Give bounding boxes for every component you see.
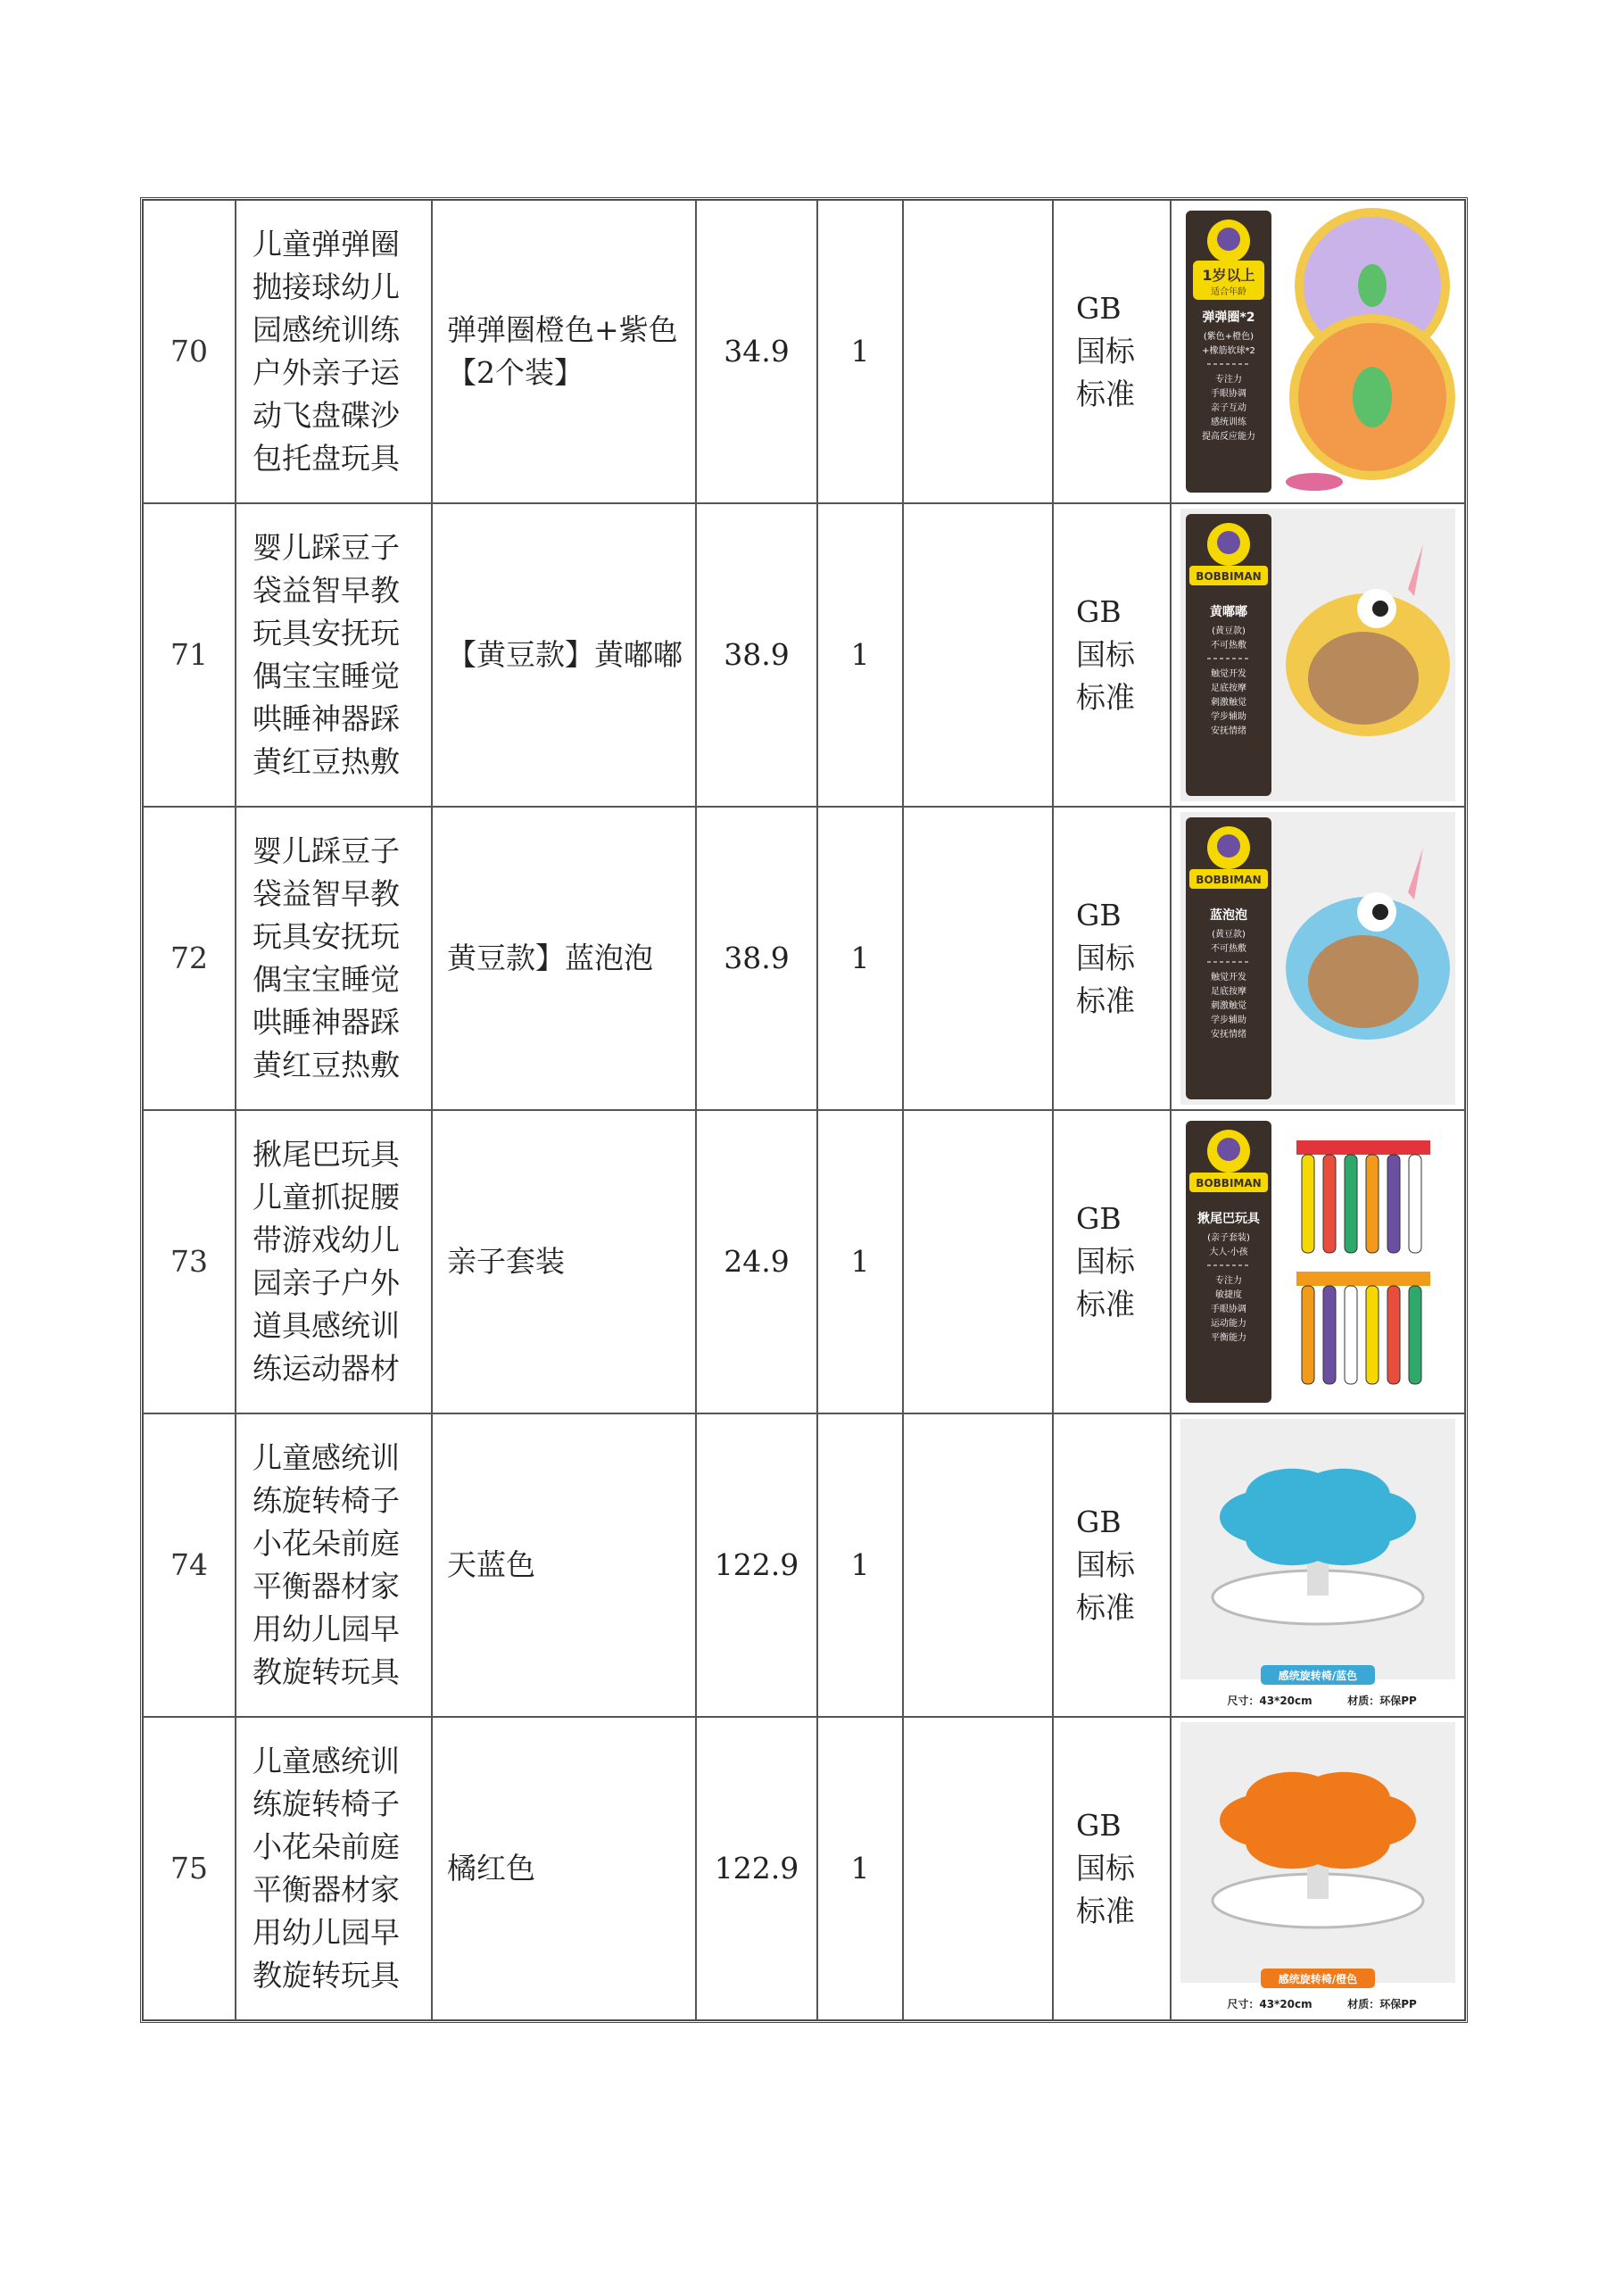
chair-banner-text: 感统旋转椅/蓝色 xyxy=(1278,1670,1358,1682)
product-thumbnail xyxy=(1180,1115,1455,1408)
label-feature-line: 安抚情绪 xyxy=(1211,726,1246,736)
product-quantity: 1 xyxy=(817,503,903,807)
product-price: 38.9 xyxy=(696,503,817,807)
row-number: 70 xyxy=(143,200,236,503)
tail-strip xyxy=(1345,1286,1357,1384)
table-row xyxy=(143,1717,1465,2020)
product-quantity: 1 xyxy=(817,1717,903,2020)
mascot-face-icon xyxy=(1217,228,1240,251)
mascot-face-icon xyxy=(1217,834,1240,858)
brand-text: BOBBIMAN xyxy=(1196,874,1262,886)
product-image xyxy=(1171,1717,1465,2020)
product-price: 122.9 xyxy=(696,1717,817,2020)
label-title: 揪尾巴玩具 xyxy=(1197,1212,1260,1226)
brand-text: BOBBIMAN xyxy=(1196,570,1262,583)
product-standard: GB国标标准 xyxy=(1076,291,1135,411)
product-standard: GB国标标准 xyxy=(1076,1201,1135,1322)
label-feature-line: 触觉开发 xyxy=(1211,973,1246,982)
product-name: 揪尾巴玩具儿童抓捉腰带游戏幼儿园亲子户外道具感统训练运动器材 xyxy=(253,1137,400,1386)
label-feature-line: 学步辅助 xyxy=(1211,712,1246,722)
row-number: 74 xyxy=(143,1413,236,1717)
bean-bags xyxy=(1286,473,1343,491)
empty-cell xyxy=(903,807,1053,1110)
empty-cell xyxy=(903,503,1053,807)
product-standard: GB国标标准 xyxy=(1076,898,1135,1018)
label-subtitle-2: +橡筋软球*2 xyxy=(1202,346,1255,356)
product-standard: GB国标标准 xyxy=(1076,1504,1135,1625)
product-spec: 弹弹圈橙色+紫色【2个装】 xyxy=(432,200,696,503)
flower-center xyxy=(1282,1499,1354,1535)
age-badge-text: 1岁以上 xyxy=(1202,267,1255,284)
label-subtitle-2: 不可热敷 xyxy=(1211,641,1246,651)
tail-strip xyxy=(1323,1155,1336,1253)
label-feature-line: 提高反应能力 xyxy=(1202,432,1255,442)
mascot-face-icon xyxy=(1217,531,1240,554)
flower-center xyxy=(1282,1803,1354,1838)
label-feature-line: 手眼协调 xyxy=(1211,389,1246,399)
label-feature-line: 学步辅助 xyxy=(1211,1015,1246,1025)
chair-size-text: 尺寸：43*20cm xyxy=(1227,1998,1312,2010)
tail-strip xyxy=(1302,1155,1314,1253)
product-quantity: 1 xyxy=(817,1413,903,1717)
label-feature-line: 安抚情绪 xyxy=(1211,1030,1246,1040)
product-spec: 黄豆款】蓝泡泡 xyxy=(432,807,696,1110)
chair-material-text: 材质：环保PP xyxy=(1347,1998,1417,2010)
product-image xyxy=(1171,1110,1465,1413)
row-number: 73 xyxy=(143,1110,236,1413)
bean-pad xyxy=(1308,632,1419,725)
brand-text: BOBBIMAN xyxy=(1196,1177,1262,1189)
chair-banner-text: 感统旋转椅/橙色 xyxy=(1278,1973,1358,1985)
product-thumbnail xyxy=(1180,812,1455,1105)
product-standard: GB国标标准 xyxy=(1076,594,1135,715)
product-quantity: 1 xyxy=(817,1110,903,1413)
empty-cell xyxy=(903,1110,1053,1413)
product-price: 38.9 xyxy=(696,807,817,1110)
label-feature-line: 敏捷度 xyxy=(1215,1290,1242,1300)
label-subtitle: (黄豆款) xyxy=(1212,626,1246,636)
product-image xyxy=(1171,503,1465,807)
product-name: 儿童弹弹圈抛接球幼儿园感统训练户外亲子运动飞盘碟沙包托盘玩具 xyxy=(253,227,400,476)
tail-strip xyxy=(1409,1155,1421,1253)
age-badge-subtext: 适合年龄 xyxy=(1211,287,1246,297)
row-number: 72 xyxy=(143,807,236,1110)
product-thumbnail xyxy=(1180,205,1455,498)
bean-pad xyxy=(1308,935,1419,1028)
label-title: 蓝泡泡 xyxy=(1210,908,1247,923)
product-name: 儿童感统训练旋转椅子小花朵前庭平衡器材家用幼儿园早教旋转玩具 xyxy=(253,1440,400,1689)
empty-cell xyxy=(903,1413,1053,1717)
product-price: 24.9 xyxy=(696,1110,817,1413)
product-price: 34.9 xyxy=(696,200,817,503)
product-price: 122.9 xyxy=(696,1413,817,1717)
label-feature-line: 运动能力 xyxy=(1211,1319,1246,1329)
tail-strip xyxy=(1409,1286,1421,1384)
tail-strip xyxy=(1387,1155,1400,1253)
table-row xyxy=(143,1413,1465,1717)
table-row xyxy=(143,807,1465,1110)
label-subtitle: (黄豆款) xyxy=(1212,930,1246,940)
chair-material-text: 材质：环保PP xyxy=(1347,1695,1417,1707)
product-thumbnail xyxy=(1180,509,1455,801)
product-name: 儿童感统训练旋转椅子小花朵前庭平衡器材家用幼儿园早教旋转玩具 xyxy=(253,1744,400,1993)
product-spec: 【黄豆款】黄嘟嘟 xyxy=(432,503,696,807)
product-image xyxy=(1171,807,1465,1110)
label-feature-line: 手眼协调 xyxy=(1211,1305,1246,1314)
monster-pupil xyxy=(1372,904,1388,920)
product-table-body xyxy=(143,200,1465,2020)
product-thumbnail xyxy=(1180,1722,1455,2015)
product-standard: GB国标标准 xyxy=(1076,1808,1135,1928)
belt-orange xyxy=(1296,1272,1430,1286)
tail-strip xyxy=(1387,1286,1400,1384)
empty-cell xyxy=(903,1717,1053,2020)
label-feature-line: 专注力 xyxy=(1215,375,1242,385)
label-feature-line: 刺激触觉 xyxy=(1211,698,1246,708)
product-quantity: 1 xyxy=(817,807,903,1110)
label-subtitle: (紫色+橙色) xyxy=(1203,332,1255,342)
row-number: 75 xyxy=(143,1717,236,2020)
label-feature-line: 亲子互动 xyxy=(1211,403,1246,413)
product-name: 婴儿踩豆子袋益智早教玩具安抚玩偶宝宝睡觉哄睡神器踩黄红豆热敷 xyxy=(253,530,400,779)
product-spec: 天蓝色 xyxy=(432,1413,696,1717)
table-row xyxy=(143,1110,1465,1413)
product-table xyxy=(140,197,1468,2023)
empty-cell xyxy=(903,200,1053,503)
label-feature-line: 足底按摩 xyxy=(1211,684,1246,693)
label-title: 弹弹圈*2 xyxy=(1202,311,1255,325)
product-image xyxy=(1171,200,1465,503)
tail-strip xyxy=(1366,1286,1379,1384)
chair-size-text: 尺寸：43*20cm xyxy=(1227,1695,1312,1707)
product-quantity: 1 xyxy=(817,200,903,503)
tail-strip xyxy=(1345,1155,1357,1253)
dinosaur-icon xyxy=(1353,367,1392,427)
label-feature-line: 感统训练 xyxy=(1211,418,1246,427)
tail-strip xyxy=(1302,1286,1314,1384)
monster-pupil xyxy=(1372,601,1388,617)
product-thumbnail xyxy=(1180,1419,1455,1712)
product-name: 婴儿踩豆子袋益智早教玩具安抚玩偶宝宝睡觉哄睡神器踩黄红豆热敷 xyxy=(253,833,400,1082)
product-spec: 橘红色 xyxy=(432,1717,696,2020)
table-row xyxy=(143,503,1465,807)
label-title: 黄嘟嘟 xyxy=(1210,605,1247,619)
row-number: 71 xyxy=(143,503,236,807)
label-feature-line: 触觉开发 xyxy=(1211,669,1246,679)
tail-strip xyxy=(1366,1155,1379,1253)
belt-red xyxy=(1296,1140,1430,1155)
dinosaur-icon xyxy=(1358,264,1387,307)
label-subtitle: (亲子套装) xyxy=(1207,1233,1250,1243)
table-row xyxy=(143,200,1465,503)
product-image xyxy=(1171,1413,1465,1717)
label-subtitle-2: 大人·小孩 xyxy=(1209,1247,1248,1257)
label-subtitle-2: 不可热敷 xyxy=(1211,944,1246,954)
tail-strip xyxy=(1323,1286,1336,1384)
label-feature-line: 刺激触觉 xyxy=(1211,1001,1246,1011)
label-feature-line: 平衡能力 xyxy=(1211,1333,1246,1343)
label-feature-line: 专注力 xyxy=(1215,1276,1242,1286)
label-feature-line: 足底按摩 xyxy=(1211,987,1246,997)
product-spec: 亲子套装 xyxy=(432,1110,696,1413)
mascot-face-icon xyxy=(1217,1138,1240,1161)
